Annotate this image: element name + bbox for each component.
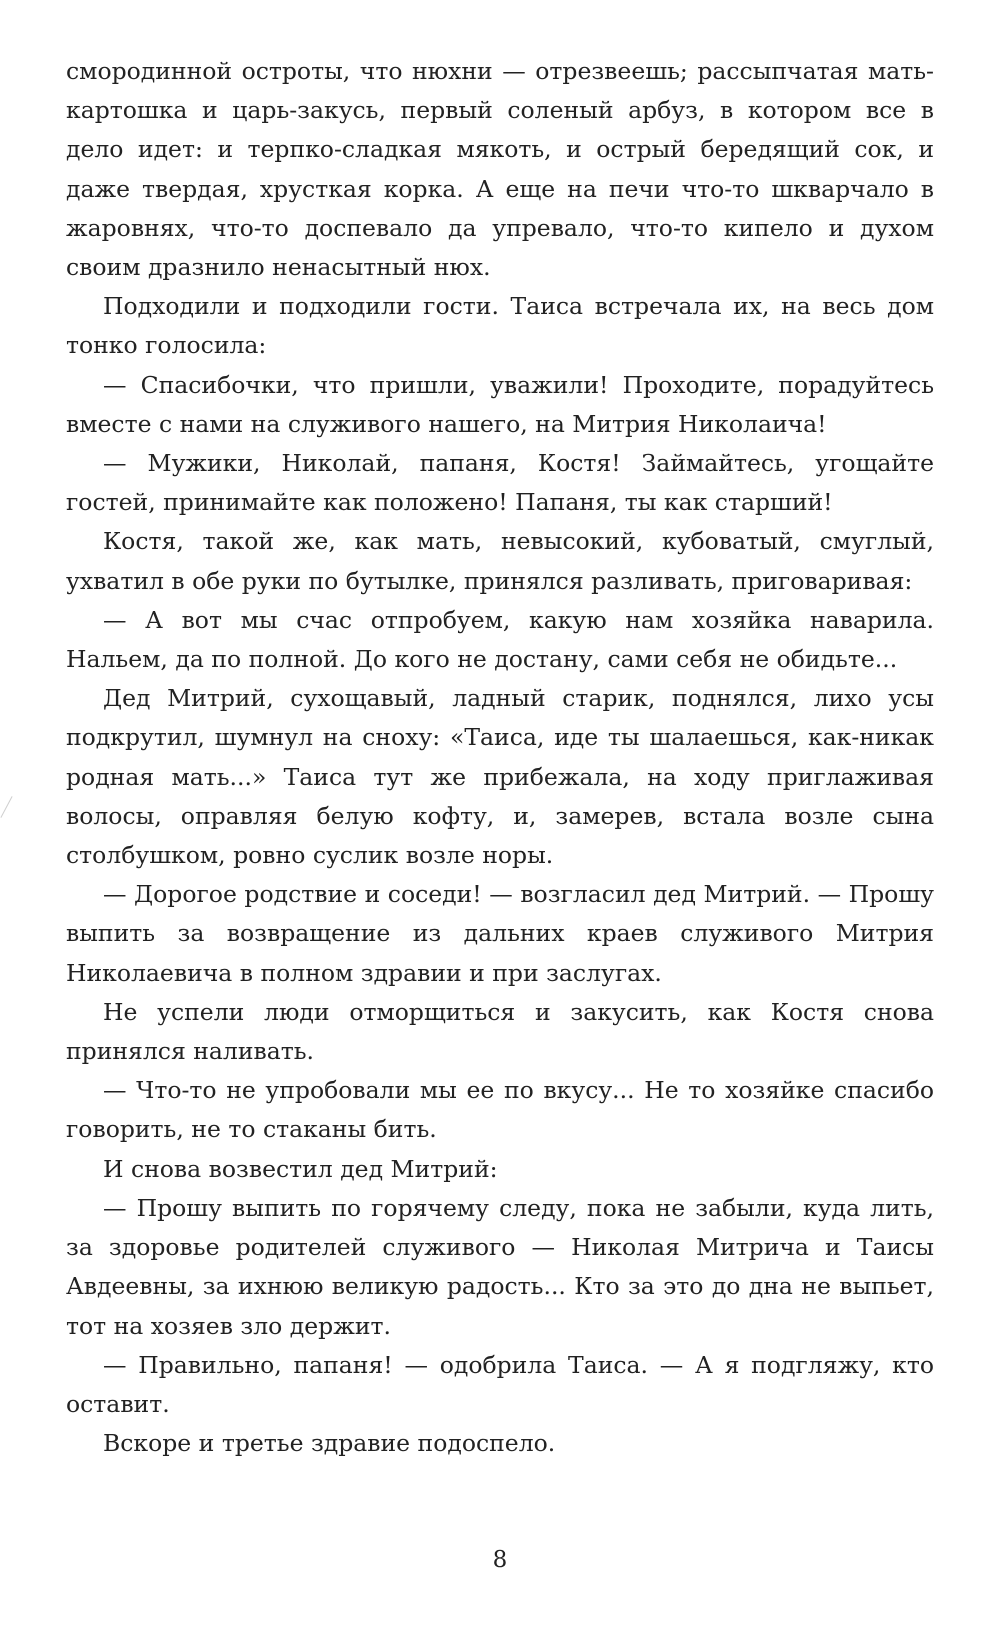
margin-mark xyxy=(0,796,12,818)
paragraph-1: смородинной остроты, что нюхни — отрезвеешь; рассыпчатая мать-картошка и царь-закусь, первый соленый арбуз, в котором все в дело идет: и терпко-сладкая мякоть, и острый бередящий сок, и даже твердая, хрусткая корка. А еще на печи что-то шкварчало в жаровнях, что-то доспевало да упревало, что-то кипело и духом своим дразнило ненасытный нюх. xyxy=(66,57,934,282)
paragraph-11: И снова возвестил дед Митрий: xyxy=(103,1154,498,1183)
paragraph-8: — Дорогое родствие и соседи! — возгласил дед Митрий. — Прошу выпить за возвращение из дальних краев служивого Митрия Николаевича в полном здравии и при заслугах. xyxy=(66,880,934,987)
paragraph-10: — Что-то не упробовали мы ее по вкусу... Не то хозяйке спасибо говорить, не то стаканы бить. xyxy=(66,1076,934,1144)
page-body xyxy=(66,52,934,1532)
paragraph-3: — Спасибочки, что пришли, уважили! Проходите, порадуйтесь вместе с нами на служивого нашего, на Митрия Николаича! xyxy=(66,370,934,438)
paragraph-5: Костя, такой же, как мать, невысокий, кубоватый, смуглый, ухватил в обе руки по бутылке, принялся разливать, приговаривая: xyxy=(66,527,934,595)
paragraph-6: — А вот мы счас отпробуем, какую нам хозяйка наварила. Нальем, да по полной. До кого не достану, сами себя не обидьте... xyxy=(66,605,934,674)
paragraph-12: — Прошу выпить по горячему следу, пока не забыли, куда лить, за здоровье родителей служивого — Николая Митрича и Таисы Авдеевны, за ихнюю великую радость... Кто за это до дна не выпьет, тот на хозяев зло держит. xyxy=(66,1193,934,1340)
paragraph-9: Не успели люди отморщиться и закусить, как Костя снова принялся наливать. xyxy=(66,997,934,1066)
paragraph-14: Вскоре и третье здравие подоспело. xyxy=(103,1429,556,1458)
paragraph-7: Дед Митрий, сухощавый, ладный старик, поднялся, лихо усы подкрутил, шумнул на сноху: «Таиса, иде ты шалаешься, как-никак родная мать...» Таиса тут же прибежала, на ходу приглаживая волосы, оправляя белую кофту, и, замерев, встала возле сына столбушком, ровно суслик возле норы. xyxy=(66,684,934,870)
page-number: 8 xyxy=(492,1547,508,1573)
paragraph-13: — Правильно, папаня! — одобрила Таиса. — А я подгляжу, кто оставит. xyxy=(66,1350,934,1418)
paragraph-2: Подходили и подходили гости. Таиса встречала их, на весь дом тонко голосила: xyxy=(66,292,934,360)
paragraph-4: — Мужики, Николай, папаня, Костя! Займайтесь, угощайте гостей, принимайте как положено! Папаня, ты как старший! xyxy=(66,449,934,517)
